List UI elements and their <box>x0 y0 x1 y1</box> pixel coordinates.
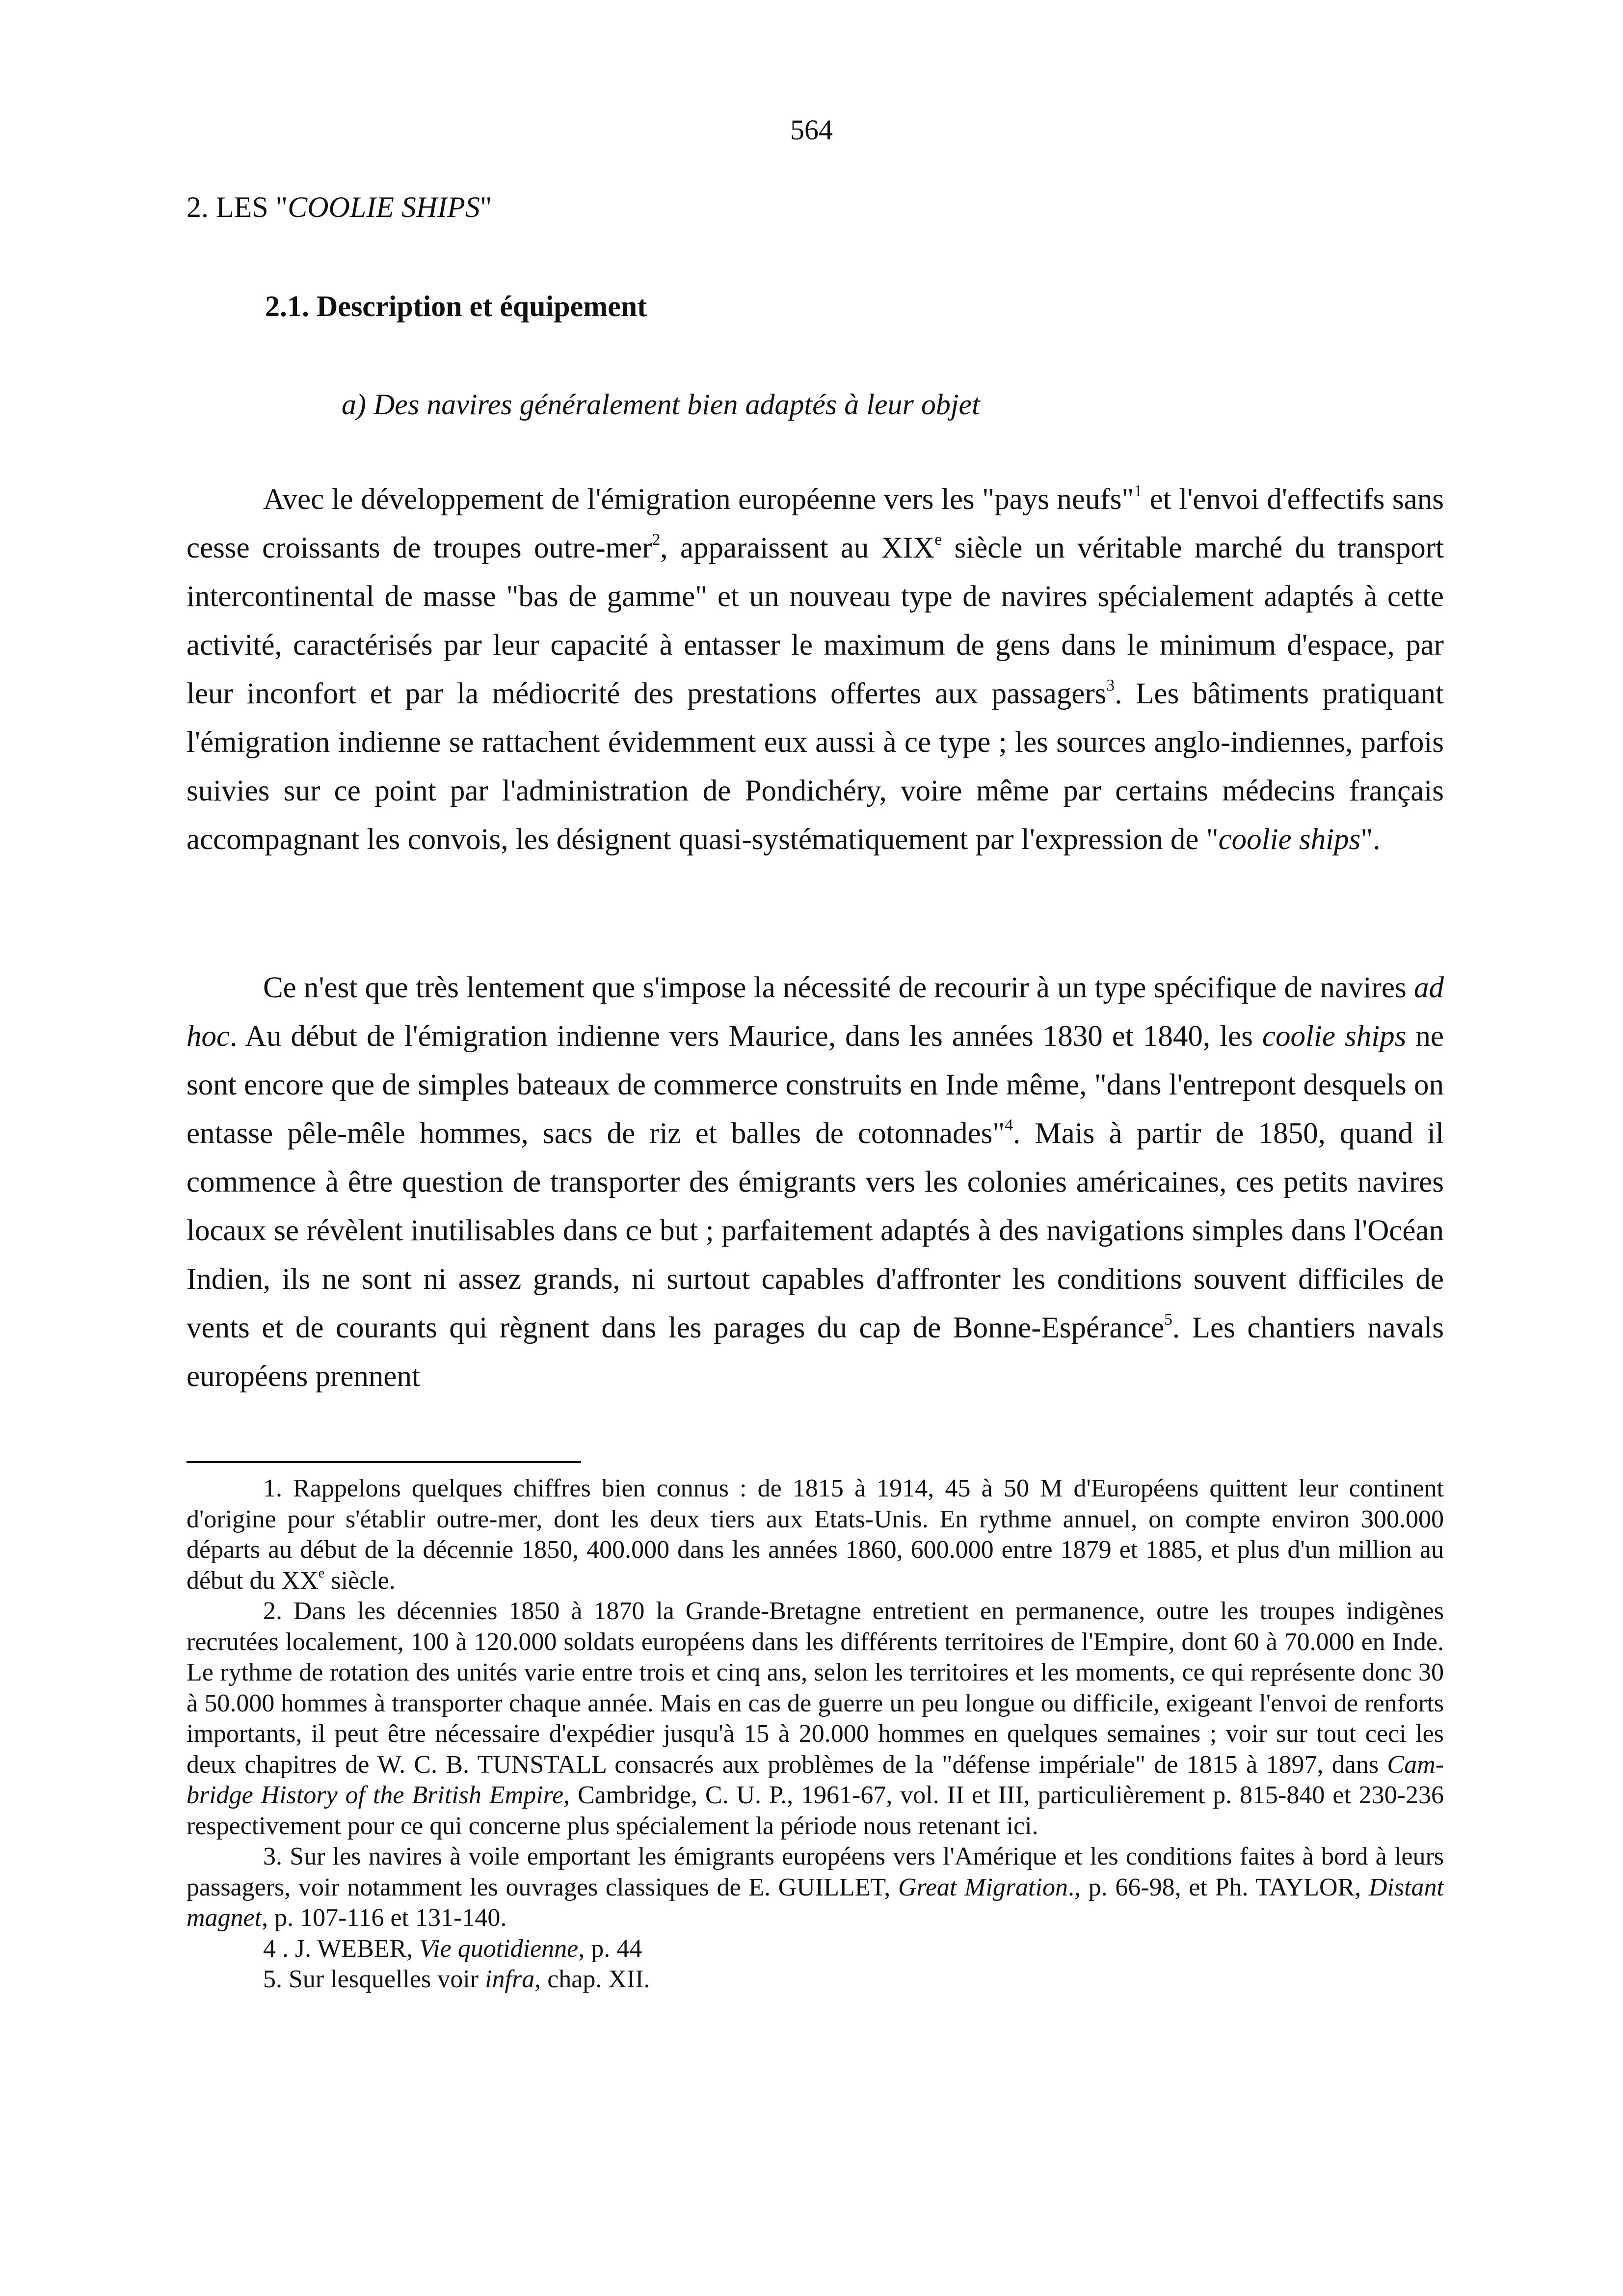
text-run: . Mais à partir de 1850, quand il commence à être question de transporter des émigrants vers les colonies américaines, ces petits navires locaux se révèlent inutilisables dans ce but ; parfaitement adaptés à des navigations simples dans l'Océan Indien, ils ne sont ni assez grands, ni surtout capables d'affronter les conditions souvent difficiles de vents et de courants qui règnent dans les parages du cap de Bonne-Espérance <box>186 1117 1444 1344</box>
section-number: 2. <box>186 191 209 223</box>
text-run: 1. Rappelons quelques chiffres bien connus : de 1815 à 1914, 45 à 50 M d'Européens quittent leur continent d'origine pour s'établir outre-mer, dont les deux tiers aux Etats-Unis. En rythme annuel, on compte environ 300.000 départs au début de la décennie 1850, 400.000 dans les années 1860, 600.000 entre 1879 et 1885, et plus d'un million au début du XX <box>186 1474 1444 1595</box>
text-run: 2. Dans les décennies 1850 à 1870 la Grande-Bretagne entretient en permanence, outre les troupes indigènes recrutées localement, 100 à 120.000 soldats européens dans les différents territoires de l'Empire, dont 60 à 70.000 en Inde. Le rythme de rotation des unités varie entre trois et cinq ans, selon les territoires et les moments, ce qui représente donc 30 à 50.000 hommes à transporter chaque année. Mais en cas de guerre un peu longue ou difficile, exigeant l'envoi de renforts importants, il peut être nécessaire d'expédier jusqu'à 15 à 20.000 hommes en quelques semaines ; voir sur tout ceci les deux chapitres de W. C. B. TUNSTALL consacrés aux problèmes de la "défense impériale" de 1815 à 1897, dans <box>186 1597 1444 1779</box>
footnotes-block <box>186 1473 1444 1995</box>
text-run: . Au début de l'émigration indienne vers Maurice, dans les années 1830 et 1840, les <box>230 1020 1262 1053</box>
footnote-ref-4[interactable]: 4 <box>1005 1116 1013 1134</box>
footnote-5 <box>186 1964 1444 1995</box>
body-paragraph-1 <box>186 475 1444 864</box>
paragraph-text <box>186 475 1444 864</box>
footnote-3 <box>186 1842 1444 1934</box>
italic-title: Cambridge History of the British Empire <box>186 1750 1444 1809</box>
footnote-separator <box>186 1461 581 1463</box>
footnote-ref-1[interactable]: 1 <box>1134 481 1143 500</box>
text-run: ne sont encore que de simples bateaux de commerce construits en Inde même, "dans l'entrepont desquels on entasse pêle-mêle hommes, sacs de riz et balles de cotonnades" <box>186 1020 1444 1150</box>
footnote-2 <box>186 1596 1444 1842</box>
italic-title: infra <box>485 1965 535 1993</box>
text-run: 4 . J. WEBER, <box>263 1934 420 1963</box>
text-run: et l'envoi d'effectifs sans cesse croissants de troupes outre-mer <box>186 483 1444 564</box>
footnote-ref-5[interactable]: 5 <box>1164 1310 1172 1329</box>
text-run: , apparaissent au XIX <box>660 532 935 564</box>
footnote-ref-3[interactable]: 3 <box>1106 676 1115 694</box>
text-run: ., p. 66-98, et Ph. TAYLOR, <box>1067 1873 1369 1901</box>
subsection-heading: 2.1. Description et équipement <box>265 290 647 322</box>
text-run: ". <box>1360 823 1381 856</box>
italic-term: coolie ships <box>1218 823 1361 856</box>
text-run: , chap. XII. <box>534 1965 650 1993</box>
italic-term: coolie ships <box>1262 1020 1407 1053</box>
text-run: . Les chantiers navals européens prennent <box>186 1311 1444 1393</box>
century-superscript: e <box>934 530 942 549</box>
text-run: , p. 44 <box>578 1934 642 1963</box>
italic-title: Great Migration <box>898 1873 1068 1901</box>
text-run: Avec le développement de l'émigration européenne vers les "pays neufs" <box>263 483 1134 516</box>
section-heading <box>186 192 492 222</box>
paragraph-text <box>186 963 1444 1401</box>
text-run: , p. 107-116 et 131-140. <box>262 1904 507 1932</box>
page-number: 564 <box>790 114 833 146</box>
body-paragraph-2 <box>186 963 1444 1401</box>
section-title-suffix: " <box>479 191 492 223</box>
text-run: siècle. <box>324 1566 396 1595</box>
italic-term: ad hoc <box>186 971 1444 1053</box>
text-run: . Les bâtiments pratiquant l'émigration indienne se rattachent évidemment eux aussi à ce type ; les sources anglo-indiennes, parfois suivies sur ce point par l'administration de Pondichéry, voire même par certains médecins français accompagnant les convois, les désignent quasi-systématiquement par l'expression de " <box>186 677 1444 856</box>
italic-title: Vie quotidienne <box>419 1934 579 1963</box>
footnote-ref-2[interactable]: 2 <box>652 530 661 549</box>
text-run: 5. Sur lesquelles voir <box>263 1965 485 1993</box>
footnote-1 <box>186 1473 1444 1596</box>
text-run: 3. Sur les navires à voile emportant les émigrants européens vers l'Amérique et les conditions faites à bord à leurs passagers, voir notamment les ouvrages classiques de E. GUILLET, <box>186 1842 1444 1901</box>
text-run: Ce n'est que très lentement que s'impose la nécessité de recourir à un type spécifique de navires <box>263 971 1414 1004</box>
footnote-4 <box>186 1934 1444 1965</box>
italic-title: Distant magnet <box>186 1873 1444 1932</box>
text-run: siècle un véritable marché du transport intercontinental de masse "bas de gamme" et un nouveau type de navires spécialement adaptés à cette activité, caractérisés par leur capacité à entasser le maximum de gens dans le minimum d'espace, par leur inconfort et par la médiocrité des prestations offertes aux passagers <box>186 532 1444 710</box>
section-title-italic: COOLIE SHIPS <box>288 191 480 223</box>
section-title-prefix: LES " <box>216 191 288 223</box>
subsubsection-heading: a) Des navires généralement bien adaptés à leur objet <box>342 388 980 421</box>
century-superscript: e <box>318 1565 325 1581</box>
text-run: , Cambridge, C. U. P., 1961-67, vol. II et III, particulièrement p. 815-840 et 230-236 respectivement pour ce qui concerne plus spécialement la période nous retenant ici. <box>186 1781 1444 1840</box>
